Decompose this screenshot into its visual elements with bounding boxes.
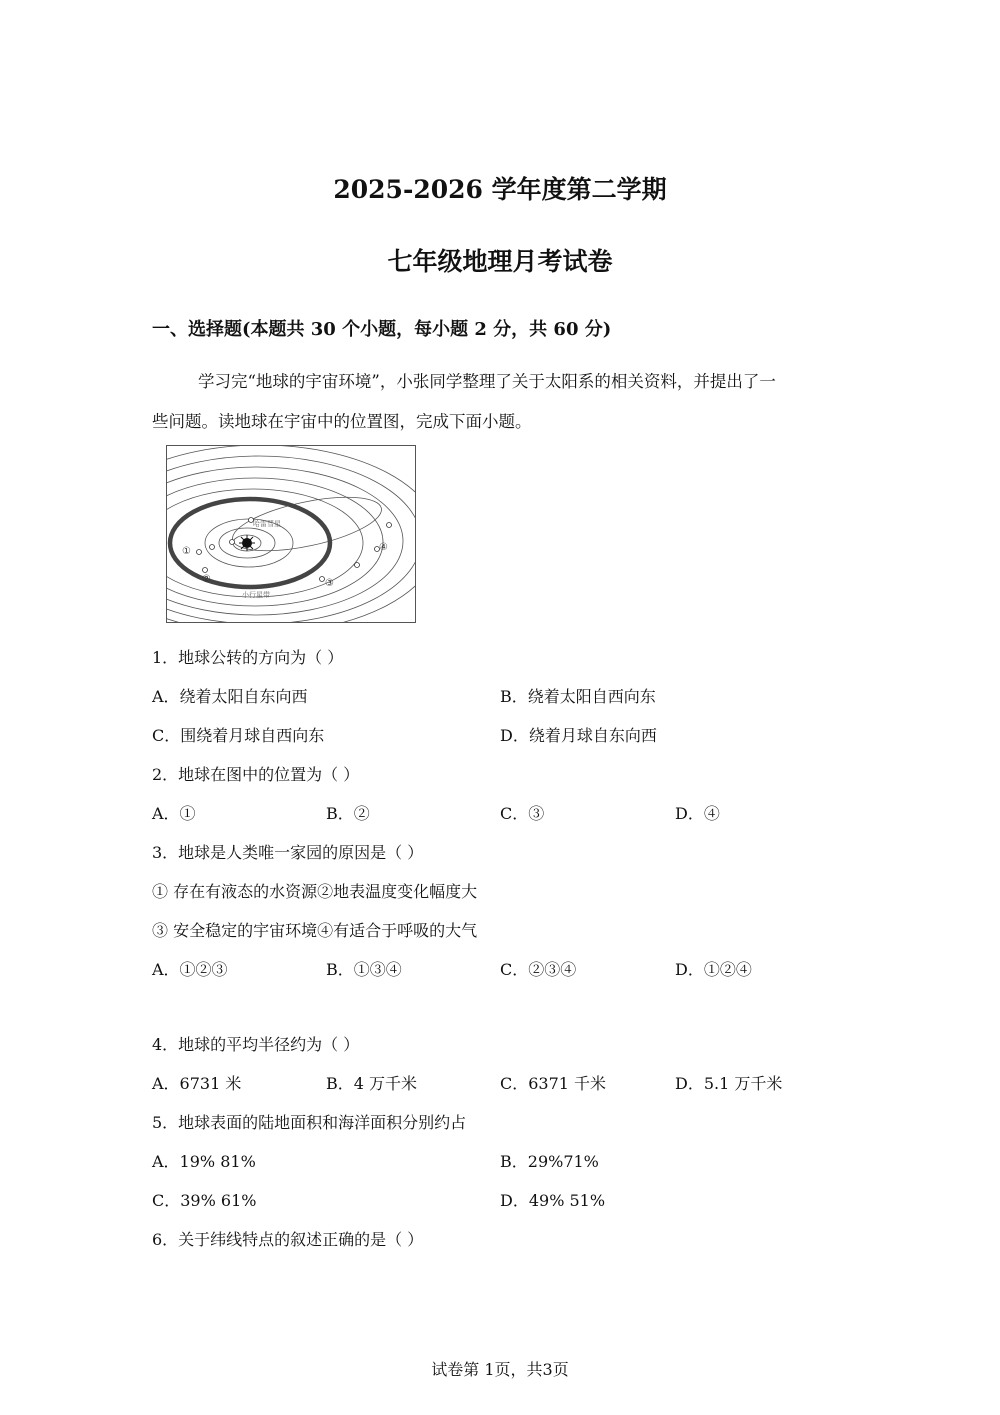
q3-statement-line1: ① 存在有液态的水资源②地表温度变化幅度大 [152,882,478,901]
q3-statement-line2: ③ 安全稳定的宇宙环境④有适合于呼吸的大气 [152,921,478,940]
q2-option-a[interactable]: A．① [152,804,196,823]
q3-option-c[interactable]: C．②③④ [500,960,577,979]
intro-line2: 些问题。读地球在宇宙中的位置图，完成下面小题。 [152,412,532,431]
q5-option-c[interactable]: C．39% 61% [152,1191,257,1210]
intro-line1: 学习完“地球的宇宙环境”，小张同学整理了关于太阳系的相关资料，并提出了一 [198,372,776,391]
question-6-stem: 6．关于纬线特点的叙述正确的是（ ） [152,1230,424,1249]
q4-option-b[interactable]: B．4 万千米 [326,1074,418,1093]
section-heading: 一、选择题(本题共 30 个小题，每小题 2 分，共 60 分) [152,319,612,340]
exam-title-line2: 七年级地理月考试卷 [387,247,613,276]
question-4-stem: 4．地球的平均半径约为（ ） [152,1035,360,1054]
marker-4: ④ [379,542,388,553]
question-1-stem: 1．地球公转的方向为（ ） [152,648,344,667]
q3-option-d[interactable]: D．①②④ [675,960,752,979]
marker-3: ③ [325,578,334,589]
page-footer: 试卷第 1页，共3页 [431,1360,569,1379]
q4-option-c[interactable]: C．6371 千米 [500,1074,607,1093]
q5-option-a[interactable]: A．19% 81% [152,1152,256,1171]
question-2-stem: 2．地球在图中的位置为（ ） [152,765,360,784]
q4-option-d[interactable]: D．5.1 万千米 [675,1074,783,1093]
q5-option-d[interactable]: D．49% 51% [500,1191,606,1210]
question-5-stem: 5．地球表面的陆地面积和海洋面积分别约占 [152,1113,467,1132]
label-asteroid-belt: 小行星带 [242,591,270,599]
q1-option-d[interactable]: D．绕着月球自东向西 [500,726,657,745]
q1-option-c[interactable]: C．围绕着月球自西向东 [152,726,325,745]
exam-title-line1: 2025-2026 学年度第二学期 [333,175,667,204]
solar-system-diagram [167,446,415,622]
q3-option-a[interactable]: A．①②③ [152,960,228,979]
q1-option-b[interactable]: B．绕着太阳自西向东 [500,687,656,706]
q3-option-b[interactable]: B．①③④ [326,960,402,979]
q2-option-d[interactable]: D．④ [675,804,720,823]
q1-option-a[interactable]: A．绕着太阳自东向西 [152,687,308,706]
q4-option-a[interactable]: A．6731 米 [152,1074,242,1093]
marker-2: ② [202,574,211,585]
solar-system-figure [166,445,416,623]
q5-option-b[interactable]: B．29%71% [500,1152,599,1171]
label-halley-comet: 哈雷彗星 [253,520,281,528]
question-3-stem: 3．地球是人类唯一家园的原因是（ ） [152,843,424,862]
marker-1: ① [182,546,191,557]
q2-option-c[interactable]: C．③ [500,804,545,823]
q2-option-b[interactable]: B．② [326,804,370,823]
